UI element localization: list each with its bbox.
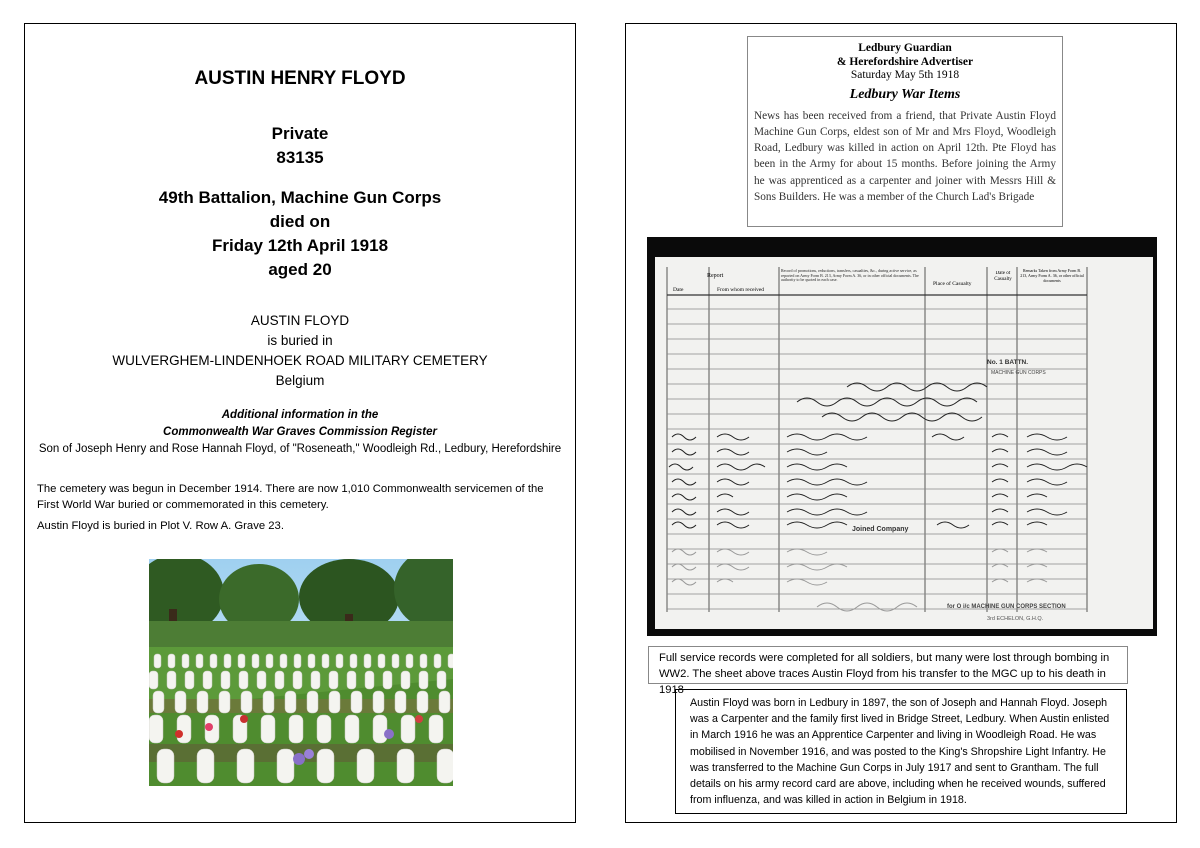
unit: 49th Battalion, Machine Gun Corps xyxy=(158,188,442,207)
burial-name: AUSTIN FLOYD xyxy=(250,313,350,328)
headstone xyxy=(401,715,415,743)
headstone xyxy=(329,671,338,689)
headstone xyxy=(280,654,287,668)
died-label: died on xyxy=(269,212,331,231)
headstone xyxy=(357,749,374,783)
soldier-name-title: AUSTIN HENRY FLOYD xyxy=(194,68,406,89)
headstone xyxy=(406,654,413,668)
newspaper-header xyxy=(748,42,1062,83)
headstone xyxy=(364,654,371,668)
headstone xyxy=(277,749,294,783)
headstone xyxy=(261,715,275,743)
country: Belgium xyxy=(275,373,325,388)
record-header-casualty-date: Date of Casualty xyxy=(994,271,1012,282)
newspaper-heading: Ledbury War Items xyxy=(849,86,961,102)
headstone xyxy=(322,654,329,668)
headstone xyxy=(365,671,374,689)
age: aged 20 xyxy=(268,260,332,279)
newspaper-clipping xyxy=(747,36,1063,227)
cemetery-paragraph: The cemetery was begun in December 1914. There are now 1,010 Commonwealth servicemen of the First World War buried or commemorated in this cemetery. xyxy=(37,483,544,511)
record-header-from: From whom received xyxy=(717,287,765,293)
headstone xyxy=(420,654,427,668)
headstone xyxy=(252,654,259,668)
headstone xyxy=(437,671,446,689)
stamp-batt: No. 1 BATTN. xyxy=(987,359,1029,366)
headstone xyxy=(345,715,359,743)
unit-block xyxy=(25,186,575,282)
headstone xyxy=(293,671,302,689)
headstone xyxy=(350,654,357,668)
headstone xyxy=(157,749,174,783)
headstone xyxy=(419,671,428,689)
rank-block xyxy=(25,122,575,170)
headstone xyxy=(153,691,164,713)
headstone xyxy=(237,749,254,783)
headstone xyxy=(196,654,203,668)
newspaper-name-2: & Herefordshire Advertiser xyxy=(836,55,974,68)
rank: Private xyxy=(271,124,329,143)
headstone xyxy=(417,691,428,713)
headstone xyxy=(167,671,176,689)
record-header-remarks-fo xyxy=(1019,269,1085,295)
additional-info-text: Son of Joseph Henry and Rose Hannah Floyd, of "Roseneath," Woodleigh Rd., Ledbury, Herefordshire xyxy=(38,443,562,455)
buried-in-label: is buried in xyxy=(267,333,333,348)
record-header-record: Record of promotions, reductions, transfers, casualties, &c., during active service, as reported on Army Form B. 213, Army Form A. 36, or in other official documents. The authority to be quoted in each case. xyxy=(781,269,919,282)
headstone xyxy=(197,691,208,713)
headstone xyxy=(210,654,217,668)
headstone xyxy=(429,715,443,743)
headstone xyxy=(177,715,191,743)
headstone xyxy=(185,671,194,689)
headstone xyxy=(175,691,186,713)
headstone xyxy=(285,691,296,713)
headstone xyxy=(154,654,161,668)
right-page xyxy=(625,23,1177,823)
headstone xyxy=(439,691,450,713)
headstone xyxy=(263,691,274,713)
headstone xyxy=(239,671,248,689)
headstone xyxy=(378,654,385,668)
service-number: 83135 xyxy=(276,148,324,167)
headstone xyxy=(437,749,453,783)
headstone xyxy=(392,654,399,668)
headstone xyxy=(336,654,343,668)
headstone xyxy=(168,654,175,668)
stamp-corps: MACHINE GUN CORPS xyxy=(991,370,1046,376)
headstone xyxy=(308,654,315,668)
stamp-echelon: 3rd ECHELON, G.H.Q. xyxy=(987,616,1044,622)
plot-paragraph: Austin Floyd is buried in Plot V. Row A. Grave 23. xyxy=(37,520,284,532)
headstone xyxy=(307,691,318,713)
headstone xyxy=(448,654,453,668)
cemetery-photo xyxy=(149,559,453,786)
headstone xyxy=(224,654,231,668)
headstone xyxy=(311,671,320,689)
newspaper-text: News has been received from a friend, that Private Austin Floyd Machine Gun Corps, eldest son of Mr and Mrs Floyd, Woodleigh Road, Ledbury was killed in action on April 12th. Pte Floyd has been in the Army for about 15 months. Before joining the Army he was apprenticed as a carpenter and joiner with Messrs Hill & Sons Builders. He was a member of the Church Lad's Brigade xyxy=(754,109,1056,203)
left-page xyxy=(24,23,576,823)
biography-box: Austin Floyd was born in Ledbury in 1897, the son of Joseph and Hannah Floyd. Joseph was a Carpenter and the family first lived in Bridge Street, Ledbury. When Austin enlisted in March 1916 he was an Apprentice Carpenter and living in Woodleigh Road. He was mobilised in November 1916, and was posted to the King's Shropshire Light Infantry. He was transferred to the Machine Gun Corps in July 1917 and sent to Grantham. The full details on his army record card are above, including when he received wounds, suffered from influenza, and was killed in action in Belgium in 1918. xyxy=(675,689,1127,814)
headstone xyxy=(397,749,414,783)
additional-info-heading-1: Additional information in the xyxy=(221,409,379,421)
headstone xyxy=(317,715,331,743)
headstone xyxy=(238,654,245,668)
headstone xyxy=(347,671,356,689)
record-header-report: Report xyxy=(707,273,724,279)
headstone xyxy=(219,691,230,713)
record-header-record-fo xyxy=(781,269,923,295)
newspaper-date: Saturday May 5th 1918 xyxy=(850,69,960,81)
newspaper-name-1: Ledbury Guardian xyxy=(858,42,952,54)
headstone xyxy=(351,691,362,713)
headstone xyxy=(203,671,212,689)
headstone xyxy=(241,691,252,713)
headstone xyxy=(221,671,230,689)
service-record-graphic xyxy=(647,237,1157,636)
cemetery-name: WULVERGHEM-LINDENHOEK ROAD MILITARY CEMETERY xyxy=(112,353,488,368)
headstone xyxy=(149,715,163,743)
headstone xyxy=(383,671,392,689)
headstone xyxy=(197,749,214,783)
headstone xyxy=(266,654,273,668)
headstone xyxy=(401,671,410,689)
service-record-scan xyxy=(647,237,1157,636)
headstone xyxy=(257,671,266,689)
headstone xyxy=(317,749,334,783)
stamp-joined-company: Joined Company xyxy=(852,526,909,533)
record-header-date: Date xyxy=(673,287,684,293)
headstone xyxy=(149,671,158,689)
headstone xyxy=(182,654,189,668)
headstone xyxy=(289,715,303,743)
burial-block xyxy=(25,311,575,391)
record-header-remarks: Remarks Taken from Army Form B. 213, Army Form A. 36, or other official documents xyxy=(1020,269,1084,283)
headstone xyxy=(373,691,384,713)
cemetery-photo-graphic xyxy=(149,559,453,786)
record-caption: Full service records were completed for all soldiers, but many were lost through bombing in WW2. The sheet above traces Austin Floyd from his transfer to the MGC up to his death in 1918 xyxy=(648,646,1128,684)
headstone xyxy=(329,691,340,713)
headstone xyxy=(294,654,301,668)
death-date: Friday 12th April 1918 xyxy=(211,236,389,255)
additional-info-block xyxy=(25,407,575,458)
headstone xyxy=(395,691,406,713)
headstone xyxy=(275,671,284,689)
record-header-casualty-date-fo xyxy=(989,271,1017,293)
stamp-section: for O i/c MACHINE GUN CORPS SECTION xyxy=(947,604,1066,610)
record-header-place: Place of Casualty xyxy=(933,281,972,287)
headstone xyxy=(434,654,441,668)
additional-info-heading-2: Commonwealth War Graves Commission Register xyxy=(163,426,437,438)
headstone xyxy=(373,715,387,743)
